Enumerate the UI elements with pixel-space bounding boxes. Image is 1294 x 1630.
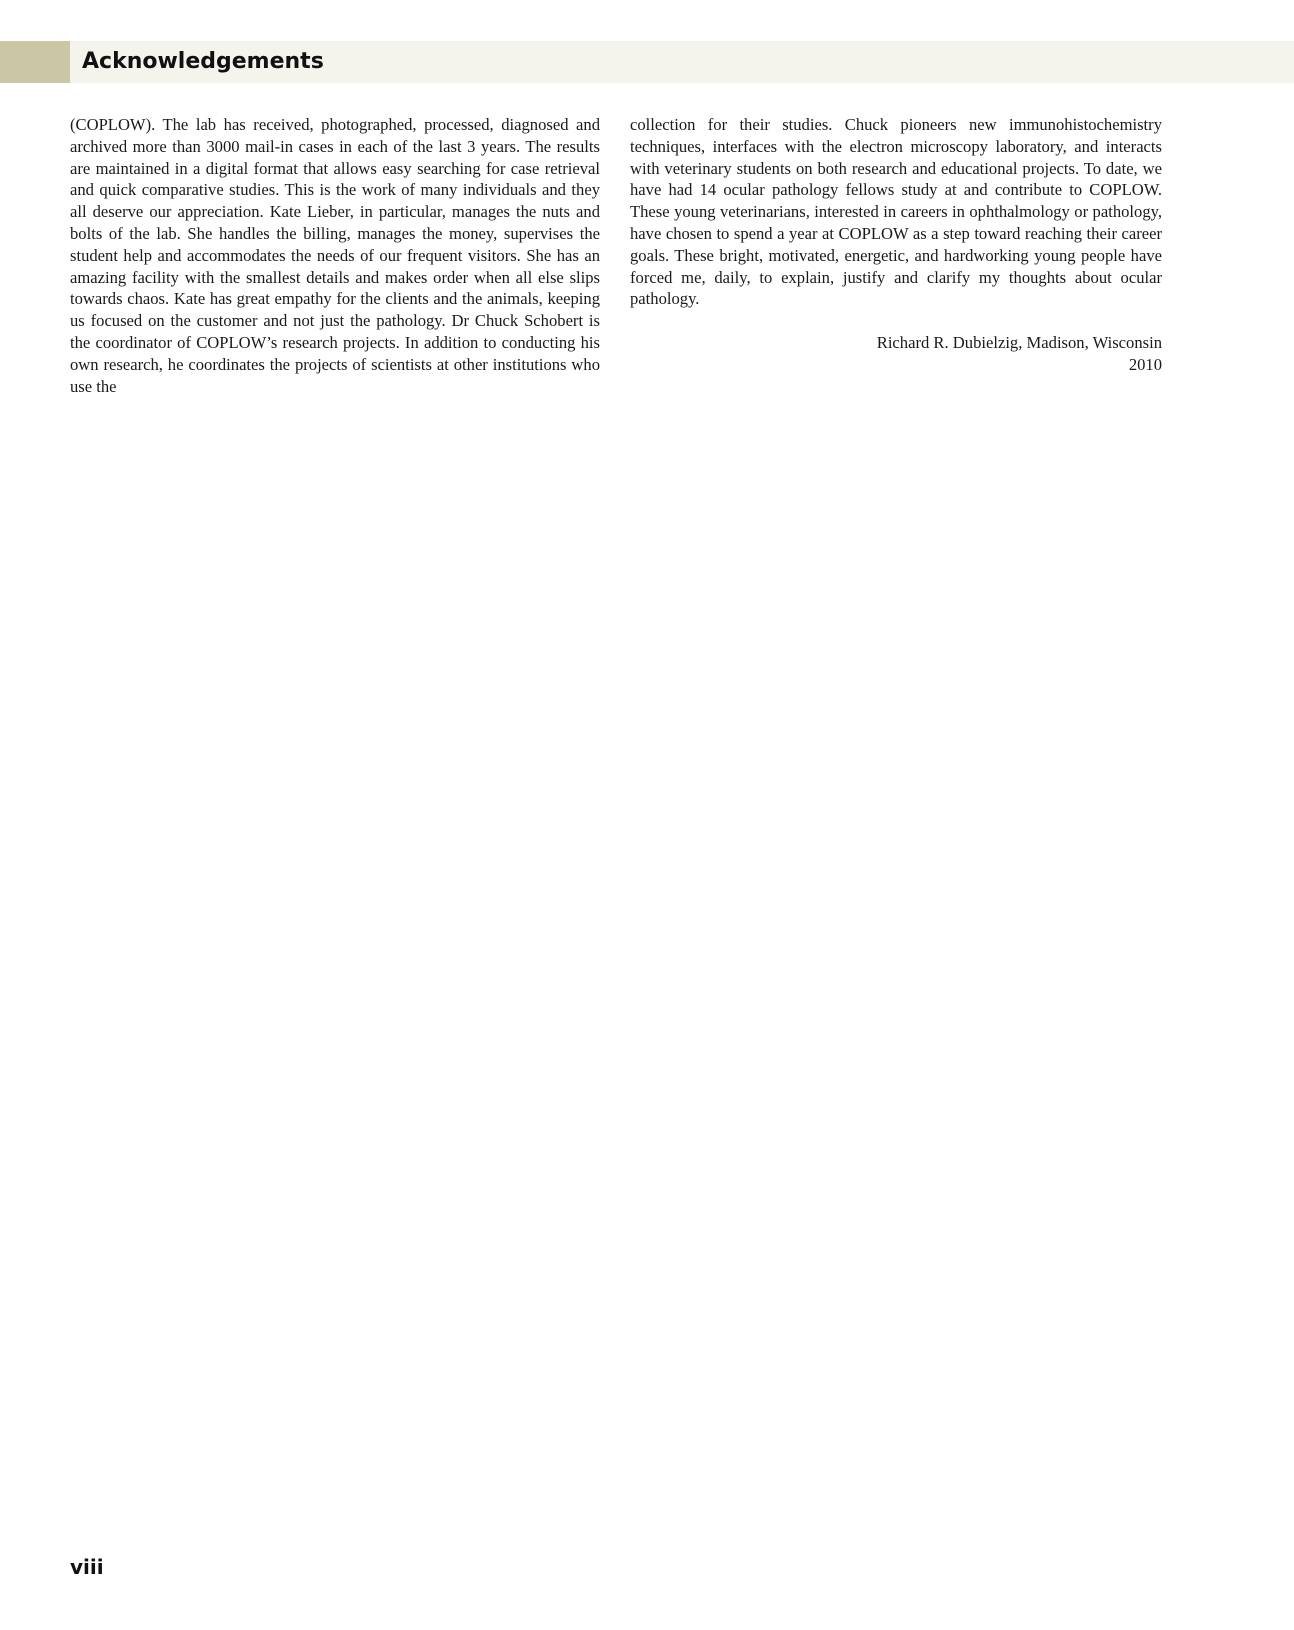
signature-block bbox=[630, 332, 1162, 376]
right-column-paragraph: collection for their studies. Chuck pioneers new immunohistochemistry techniques, interfaces with the electron microscopy laboratory, and interacts with veterinary students on both research and educational projects. To date, we have had 14 ocular pathology fellows study at and contribute to COPLOW. These young veterinarians, interested in careers in ophthalmology or pathology, have chosen to spend a year at COPLOW as a step toward reaching their career goals. These bright, motivated, energetic, and hardworking young people have forced me, daily, to explain, justify and clarify my thoughts about ocular pathology. bbox=[630, 115, 1162, 309]
signature-year: 2010 bbox=[1128, 354, 1162, 374]
text-column-left bbox=[70, 114, 600, 397]
page-title: Acknowledgements bbox=[82, 49, 324, 74]
signature-name-place: Richard R. Dubielzig, Madison, Wisconsin bbox=[876, 333, 1162, 353]
header-accent-tab bbox=[0, 41, 70, 83]
page-number: viii bbox=[70, 1555, 104, 1579]
text-column-right bbox=[630, 114, 1162, 376]
left-column-paragraph: (COPLOW). The lab has received, photographed, processed, diagnosed and archived more than 3000 mail-in cases in each of the last 3 years. The results are maintained in a digital format that allows easy searching for case retrieval and quick comparative studies. This is the work of many individuals and they all deserve our appreciation. Kate Lieber, in particular, manages the nuts and bolts of the lab. She handles the billing, manages the money, supervises the student help and accommodates the needs of our frequent visitors. She has an amazing facility with the smallest details and makes order when all else slips towards chaos. Kate has great empathy for the clients and the animals, keeping us focused on the customer and not just the pathology. Dr Chuck Schobert is the coordinator of COPLOW’s research projects. In addition to conducting his own research, he coordinates the projects of scientists at other institutions who use the bbox=[70, 115, 600, 396]
